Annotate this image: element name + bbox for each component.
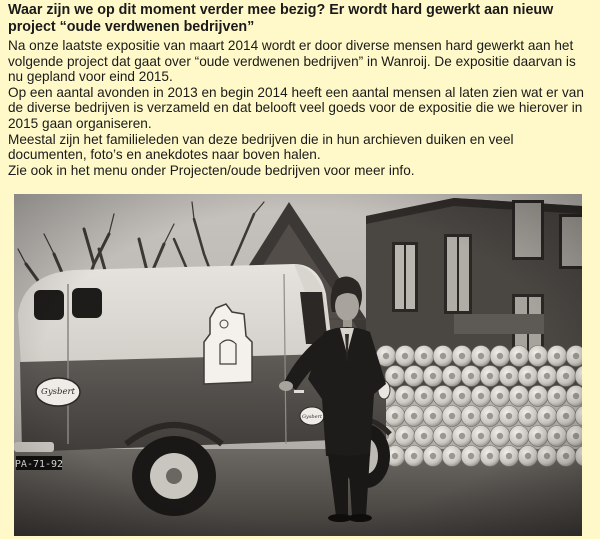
article-heading: Waar zijn we op dit moment verder mee bezig? Er wordt hard gewerkt aan nieuw project “oude verdwenen bedrijven” — [8, 2, 554, 35]
paragraph-2: Op een aantal avonden in 2013 en begin 2014 heeft een aantal mensen al laten zien wat er van de diverse bedrijven is verzameld en dat belooft veel goeds voor de expositie die we hierover in 2015 gaan organiseren. — [8, 84, 584, 131]
photo-scene — [14, 194, 582, 536]
vignette — [14, 194, 582, 536]
paragraph-1: Na onze laatste expositie van maart 2014 wordt er door diverse mensen hard gewerkt aan het volgende project dat gaat over “oude verdwenen bedrijven” in Wanroij. De expositie daarvan is nu gepland voor eind 2015. — [8, 38, 576, 85]
paragraph-4: Zie ook in het menu onder Projecten/oude bedrijven voor meer info. — [8, 162, 415, 178]
paragraph-3: Meestal zijn het familieleden van deze bedrijven die in hun archieven duiken en veel documenten, foto’s en anekdotes naar boven halen. — [8, 131, 514, 163]
historic-photo — [14, 194, 582, 536]
article-body — [8, 38, 592, 178]
